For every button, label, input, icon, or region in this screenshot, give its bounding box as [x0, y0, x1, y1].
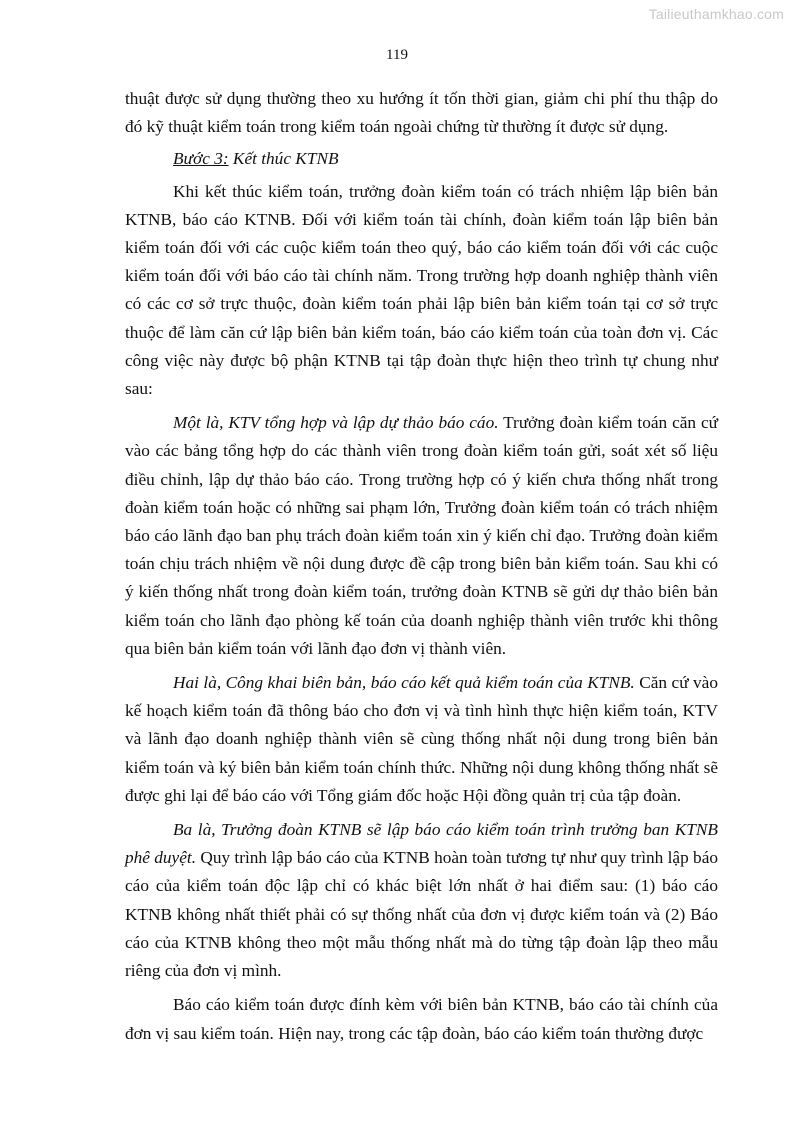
paragraph-lead: Một là, KTV tổng hợp và lập dự thảo báo cáo. — [173, 413, 499, 433]
paragraph-body: Quy trình lập báo cáo của KTNB hoàn toàn tương tự như quy trình lập báo cáo của kiểm toán độc lập chỉ có khác biệt lớn nhất ở hai điểm sau: (1) báo cáo KTNB không nhất thiết phải có sự thống nhất của đơn vị được kiểm toán và (2) Báo cáo của KTNB không theo một mẫu thống nhất mà do từng tập đoàn lập theo mẫu riêng của đơn vị mình. — [125, 848, 719, 981]
paragraph-body: Căn cứ vào kế hoạch kiểm toán đã thông báo cho đơn vị và tình hình thực hiện kiểm toán, KTV và lãnh đạo doanh nghiệp thành viên sẽ cùng thống nhất nội dung trong biên bản kiểm toán và ký biên bản kiểm toán chính thức. Những nội dung không thống nhất sẽ được ghi lại để báo cáo với Tổng giám đốc hoặc Hội đồng quản trị của tập đoàn. — [125, 673, 718, 805]
page-body — [125, 85, 718, 1048]
paragraph-lead: Ba là, Trưởng đoàn KTNB sẽ lập báo cáo kiểm toán trình trưởng ban KTNB phê duyệt. — [125, 820, 718, 868]
watermark: Tailieuthamkhao.com — [648, 6, 784, 22]
paragraph-step-two — [125, 669, 718, 810]
paragraph-body: Trưởng đoàn kiểm toán căn cứ vào các bảng tổng hợp do các thành viên trong đoàn kiểm toán gửi, soát xét số liệu điều chỉnh, lập dự thảo báo cáo. Trong trường hợp có ý kiến chưa thống nhất trong đoàn kiểm toán hoặc có những sai phạm lớn, Trưởng đoàn kiểm toán có trách nhiệm báo cáo lãnh đạo ban phụ trách đoàn kiểm toán xin ý kiến chỉ đạo. Trưởng đoàn kiểm toán chịu trách nhiệm về nội dung được đề cập trong biên bản kiểm toán. Sau khi có ý kiến thống nhất trong đoàn kiểm toán, trưởng đoàn KTNB sẽ gửi dự thảo biên bản kiểm toán cho lãnh đạo phòng kế toán của doanh nghiệp thành viên trước khi thông qua biên bản kiểm toán với lãnh đạo đơn vị thành viên. — [125, 413, 718, 658]
step-heading — [125, 145, 718, 173]
step-title: Kết thúc KTNB — [228, 149, 339, 169]
page-number: 119 — [386, 47, 408, 63]
paragraph-report: Báo cáo kiểm toán được đính kèm với biên bản KTNB, báo cáo tài chính của đơn vị sau kiểm toán. Hiện nay, trong các tập đoàn, báo cáo kiểm toán thường được — [125, 995, 718, 1043]
paragraph-continuation: thuật được sử dụng thường theo xu hướng ít tốn thời gian, giảm chi phí thu thập do đó kỹ thuật kiểm toán trong kiểm toán ngoài chứng từ thường ít được sử dụng. — [125, 89, 718, 137]
paragraph-lead: Hai là, Công khai biên bản, báo cáo kết quả kiểm toán của KTNB. — [173, 673, 635, 693]
paragraph-step-one — [125, 409, 718, 663]
paragraph-intro: Khi kết thúc kiểm toán, trưởng đoàn kiểm toán có trách nhiệm lập biên bản KTNB, báo cáo KTNB. Đối với kiểm toán tài chính, đoàn kiểm toán lập biên bản kiểm toán đối với các cuộc kiểm toán theo quý, báo cáo kiểm toán đối với các cuộc kiểm toán đối với báo cáo tài chính năm. Trong trường hợp doanh nghiệp thành viên có các cơ sở trực thuộc, đoàn kiểm toán phải lập biên bản kiểm toán tại cơ sở trực thuộc để làm căn cứ lập biên bản kiểm toán, báo cáo kiểm toán của toàn đơn vị. Các công việc này được bộ phận KTNB tại tập đoàn thực hiện theo trình tự chung như sau: — [125, 181, 718, 399]
step-label: Bước 3: — [173, 149, 229, 169]
paragraph-step-three — [125, 816, 718, 985]
